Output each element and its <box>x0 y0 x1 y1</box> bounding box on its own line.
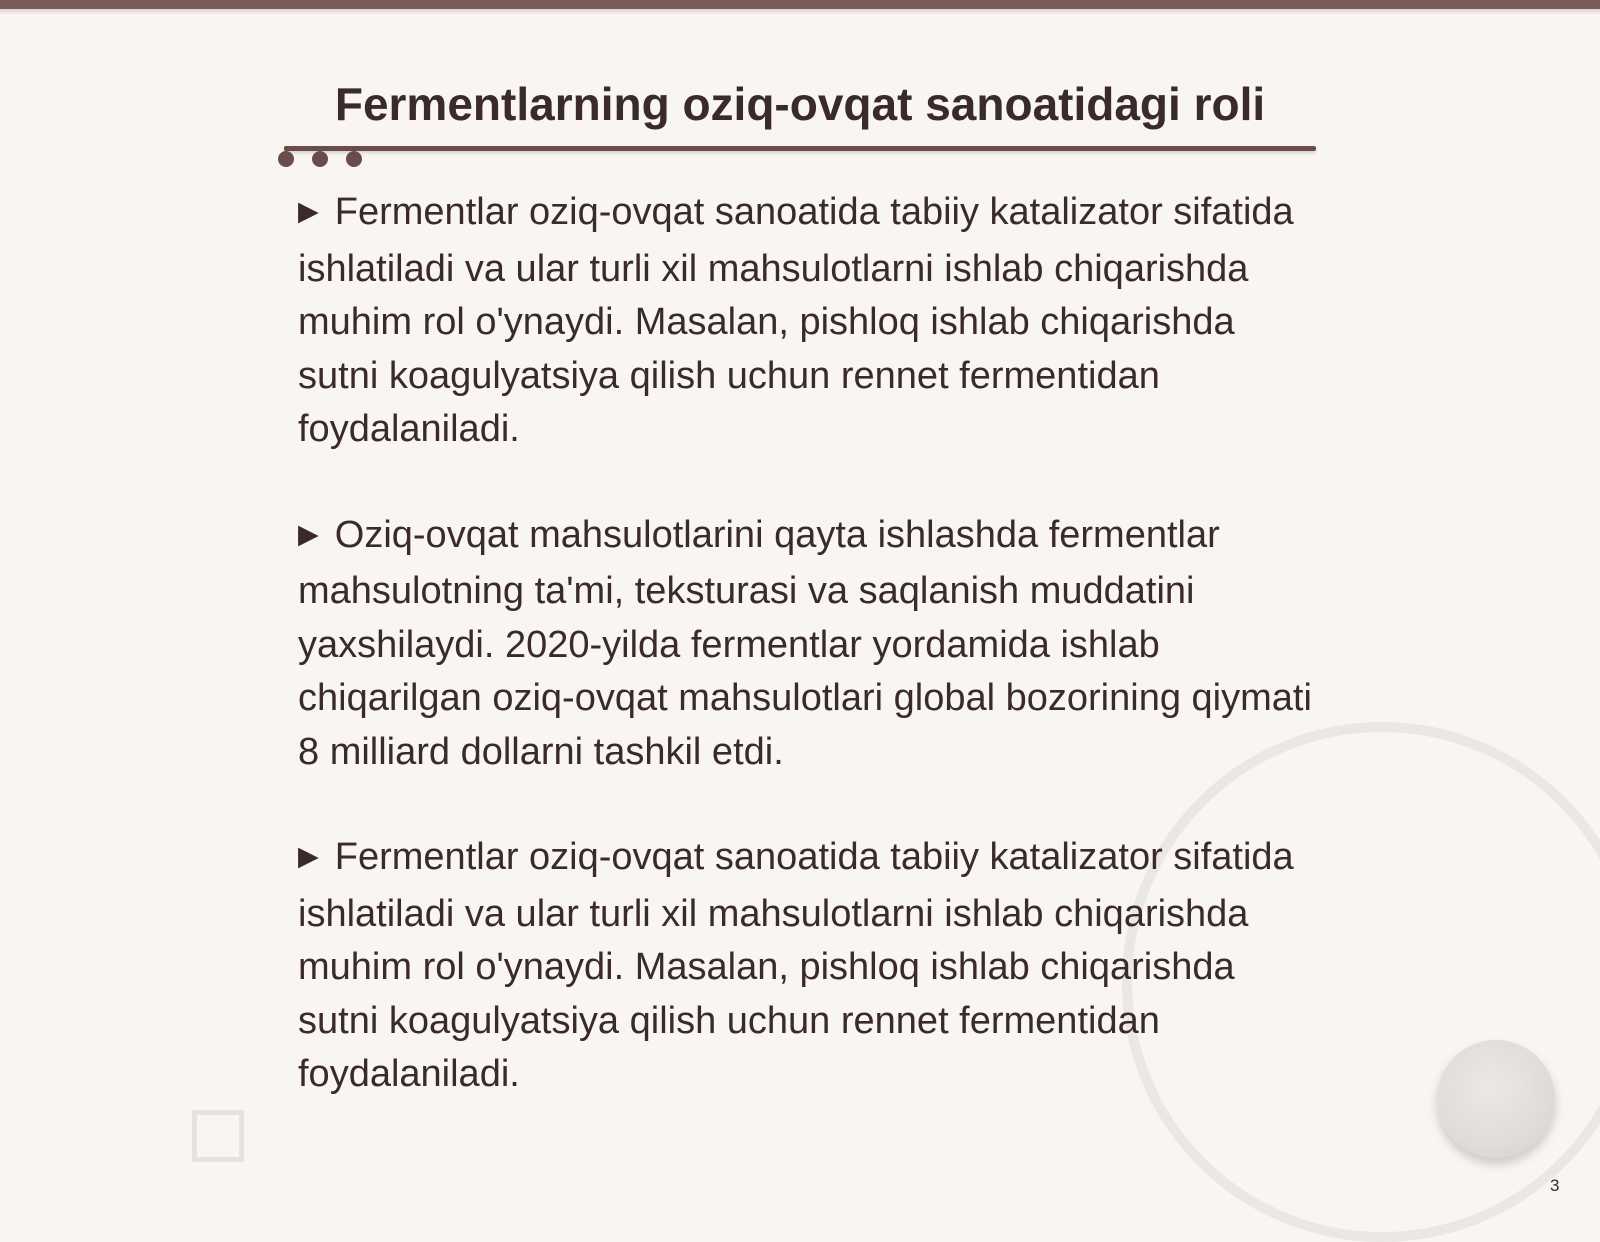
decorative-square <box>192 1110 244 1162</box>
bullet-item <box>298 831 1318 1102</box>
bullet-text: Fermentlar oziq-ovqat sanoatida tabiiy katalizator sifatida ishlatiladi va ular turli xil mahsulotlarni ishlab chiqarishda muhim rol o'ynaydi. Masalan, pishloq ishlab chiqarishda sutni koagulyatsiya qilish uchun rennet fermentidan foydalaniladi. <box>298 191 1294 450</box>
top-accent-band <box>0 0 1600 9</box>
title-dot-3 <box>346 151 362 167</box>
bullet-arrow-icon: ▶ <box>298 196 319 226</box>
title-dot-1 <box>278 151 294 167</box>
bullet-item <box>298 186 1318 457</box>
bullet-text: Oziq-ovqat mahsulotlarini qayta ishlashda fermentlar mahsulotning ta'mi, teksturasi va saqlanish muddatini yaxshilaydi. 2020-yilda fermentlar yordamida ishlab chiqarilgan oziq-ovqat mahsulotlari global bozorining qiymati 8 milliard dollarni tashkil etdi. <box>298 513 1312 773</box>
bullet-arrow-icon: ▶ <box>298 518 319 549</box>
top-band-shadow <box>0 9 1600 15</box>
bullet-text: Fermentlar oziq-ovqat sanoatida tabiiy katalizator sifatida ishlatiladi va ular turli xil mahsulotlarni ishlab chiqarishda muhim rol o'ynaydi. Masalan, pishloq ishlab chiqarishda sutni koagulyatsiya qilish uchun rennet fermentidan foydalaniladi. <box>298 836 1294 1095</box>
title-underline <box>284 146 1316 151</box>
bullet-list <box>298 186 1318 1154</box>
bullet-item <box>298 509 1318 780</box>
slide-title: Fermentlarning oziq-ovqat sanoatidagi roli <box>334 78 1266 130</box>
bullet-arrow-icon: ▶ <box>298 841 319 871</box>
page-number: 3 <box>1550 1176 1560 1195</box>
title-dot-2 <box>312 151 328 167</box>
decorative-disc <box>1437 1040 1555 1158</box>
